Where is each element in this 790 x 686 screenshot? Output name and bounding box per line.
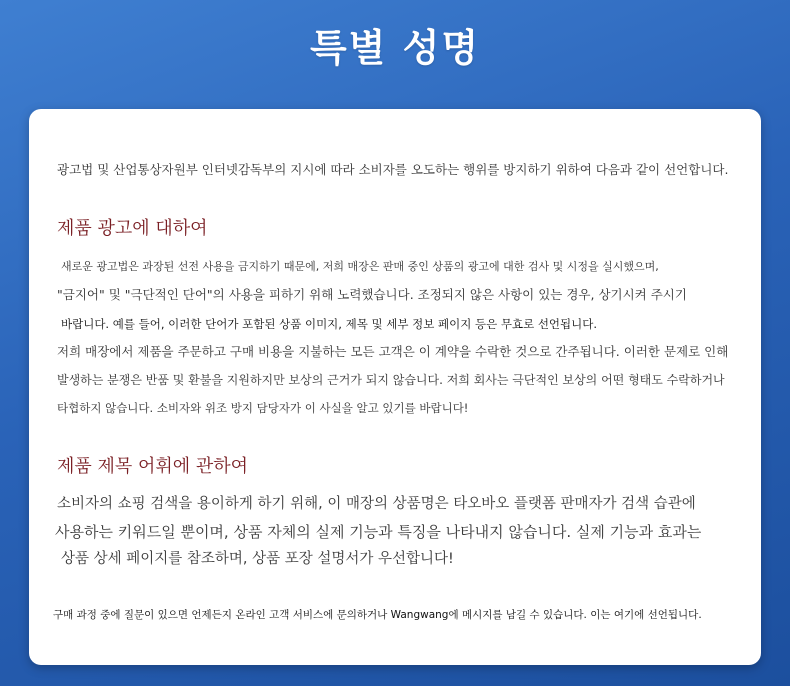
- section2-line: 사용하는 키워드일 뿐이며, 상품 자체의 실제 기능과 특징을 나타내지 않습니다. 실제 기능과 효과는: [55, 523, 702, 541]
- footer-note: 구매 과정 중에 질문이 있으면 언제든지 온라인 고객 서비스에 문의하거나 Wangwang에 메시지를 남길 수 있습니다. 이는 여기에 선언됩니다.: [53, 609, 702, 621]
- section1-line: 새로운 광고법은 과장된 선전 사용을 금지하기 때문에, 저희 매장은 판매 중인 상품의 광고에 대한 검사 및 시정을 실시했으며,: [61, 260, 659, 273]
- section1-line: 바랍니다. 예를 들어, 이러한 단어가 포함된 상품 이미지, 제목 및 세부 정보 페이지 등은 무효로 선언됩니다.: [61, 317, 598, 331]
- section1-line: 저희 매장에서 제품을 주문하고 구매 비용을 지불하는 모든 고객은 이 계약을 수락한 것으로 간주됩니다. 이러한 문제로 인해: [57, 344, 729, 359]
- section-heading-product-ads: 제품 광고에 대하여: [57, 218, 208, 239]
- section1-line: 타협하지 않습니다. 소비자와 위조 방지 담당자가 이 사실을 알고 있기를 바랍니다!: [57, 401, 469, 415]
- section2-line: 상품 상세 페이지를 참조하며, 상품 포장 설명서가 우선합니다!: [61, 551, 454, 567]
- section-heading-product-title: 제품 제목 어휘에 관하여: [57, 456, 249, 477]
- page-title: 특별 성명: [309, 26, 481, 70]
- section1-line: "금지어" 및 "극단적인 단어"의 사용을 피하기 위해 노력했습니다. 조정되지 않은 사항이 있는 경우, 상기시켜 주시기: [57, 287, 687, 302]
- section2-line: 소비자의 쇼핑 검색을 용이하게 하기 위해, 이 매장의 상품명은 타오바오 플랫폼 판매자가 검색 습관에: [57, 496, 696, 512]
- intro-text: 광고법 및 산업통상자원부 인터넷감독부의 지시에 따라 소비자를 오도하는 행위를 방지하기 위하여 다음과 같이 선언합니다.: [57, 162, 729, 177]
- statement-card: [29, 109, 761, 665]
- section1-line: 발생하는 분쟁은 반품 및 환불을 지원하지만 보상의 근거가 되지 않습니다. 저희 회사는 극단적인 보상의 어떤 형태도 수락하거나: [57, 373, 725, 387]
